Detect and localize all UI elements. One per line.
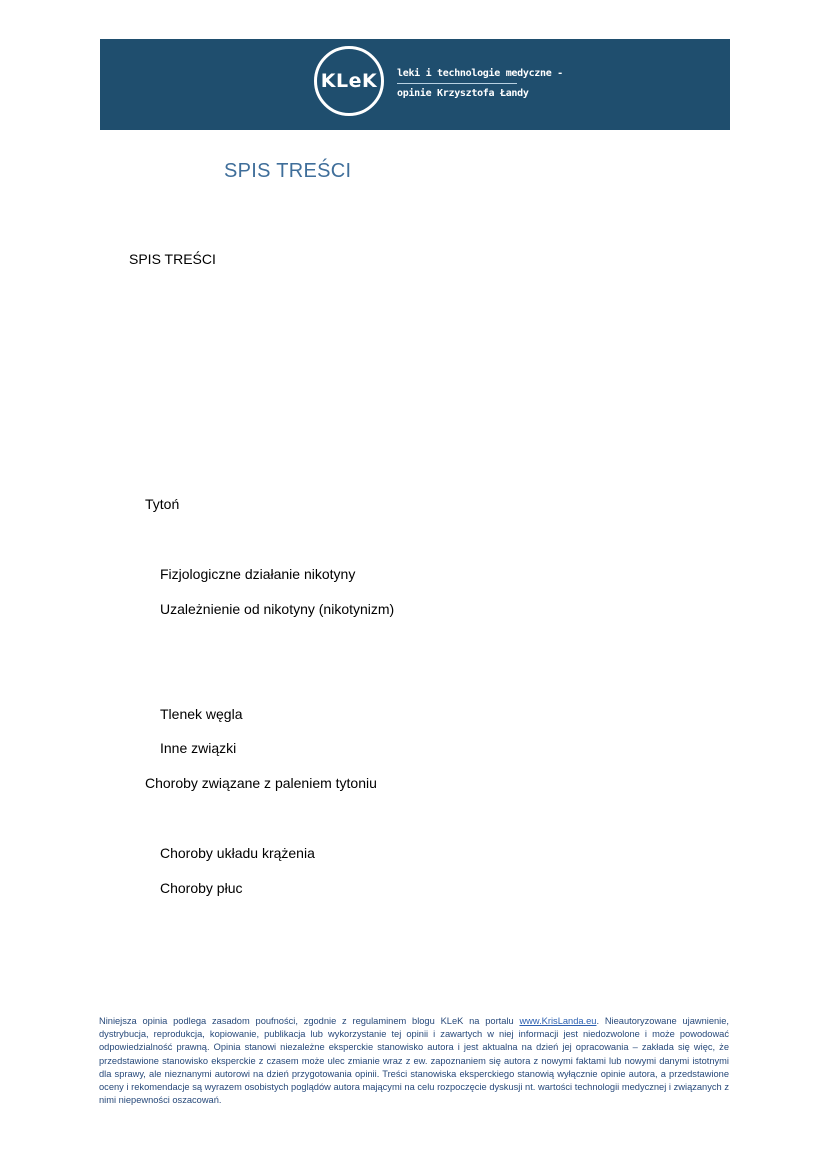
confidentiality-footer	[99, 1015, 729, 1107]
footer-text-start: Niniejsza opinia podlega zasadom poufności, zgodnie z regulaminem blogu KLeK na portalu	[99, 1016, 520, 1026]
toc-item-choroby-zwiazane[interactable]: Choroby związane z paleniem tytoniu	[145, 775, 377, 791]
toc-item-tyton[interactable]: Tytoń	[145, 496, 180, 512]
krislanda-link[interactable]: www.KrisLanda.eu	[519, 1016, 597, 1026]
logo-text: KLeK	[320, 70, 378, 92]
toc-item-fizjologiczne-dzialanie[interactable]: Fizjologiczne działanie nikotyny	[160, 566, 356, 582]
footer-text-end: . Nieautoryzowane ujawnienie, dystrybucja, reprodukcja, kopiowanie, publikacja lub wykorzystanie tej opinii i zawartych w niej informacji jest niedozwolone i może powodować odpowiedzialność prawną. Opinia stanowi niezależne eksperckie stanowisko autora i jest aktualna na dzień jej opracowania – zakłada się więc, że przedstawione stanowisko eksperckie z czasem może ulec zmianie wraz z ew. zapoznaniem się autora z nowymi faktami lub nowymi danymi istotnymi dla sprawy, ale nieznanymi autorowi na dzień przygotowania opinii. Treści stanowiska eksperckiego stanowią wyłącznie opinie autora, a przedstawione oceny i rekomendacje są wyrazem osobistych poglądów autora mającymi na celu rozpoczęcie dyskusji nt. wartości technologii medycznej i związanych z nimi niepewności oszacowań.	[99, 1016, 729, 1106]
toc-item-spis-tresci[interactable]: SPIS TREŚCI	[129, 251, 216, 267]
toc-item-tlenek-wegla[interactable]: Tlenek węgla	[160, 706, 243, 722]
toc-item-inne-zwiazki[interactable]: Inne związki	[160, 740, 237, 756]
page-title: SPIS TREŚCI	[224, 160, 352, 182]
tagline-line1: leki i technologie medyczne -	[397, 68, 563, 79]
toc-item-uzaleznienie[interactable]: Uzależnienie od nikotyny (nikotynizm)	[160, 601, 395, 617]
tagline-line2: opinie Krzysztofa Łandy	[397, 88, 529, 99]
toc-item-choroby-ukladu-krazenia[interactable]: Choroby układu krążenia	[160, 845, 315, 861]
toc-item-choroby-pluc[interactable]: Choroby płuc	[160, 880, 243, 896]
